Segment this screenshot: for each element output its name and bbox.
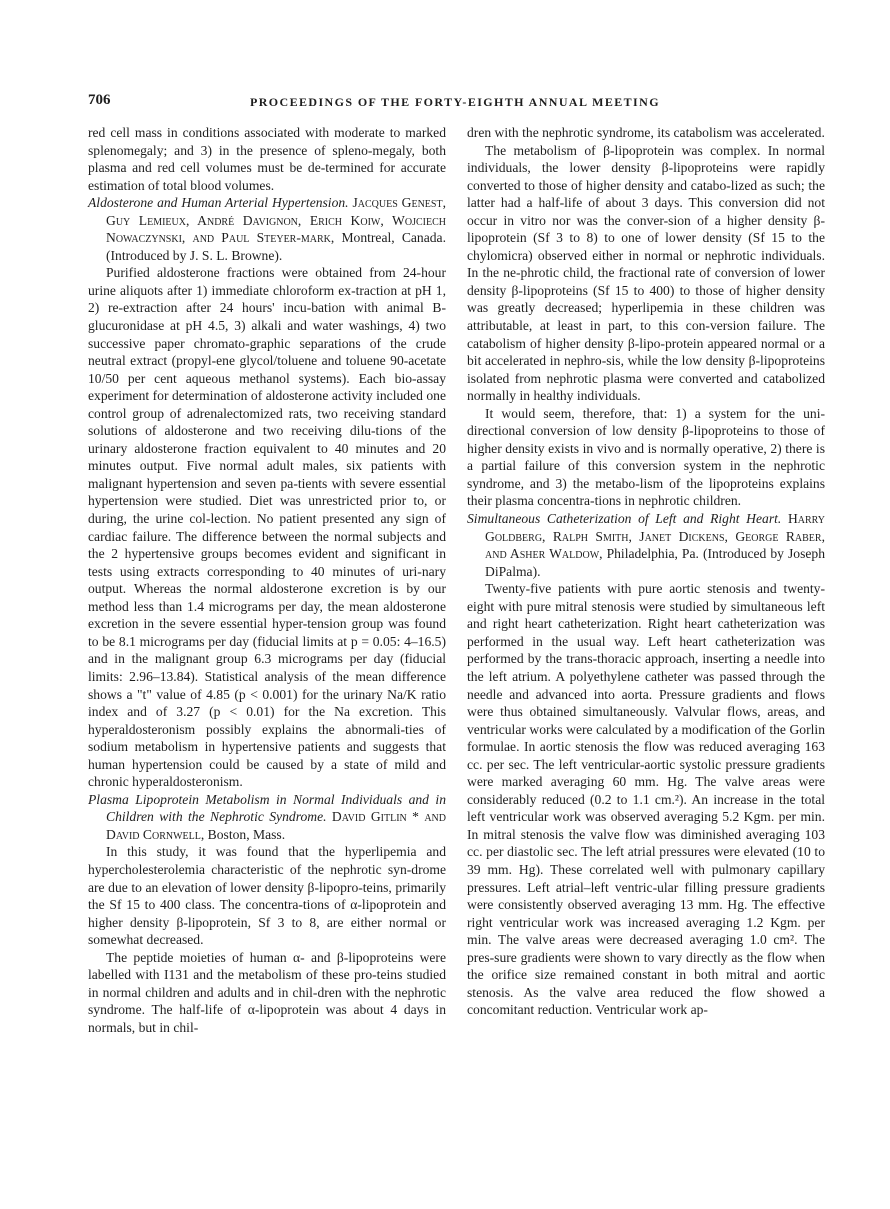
article-authors: Harry Goldberg, Ralph Smith, Janet Dickens, George Raber, and Asher Waldow, <box>485 511 825 562</box>
page-number: 706 <box>88 92 111 108</box>
article-authors: David Gitlin * and David Cornwell, <box>106 809 446 842</box>
article-heading-catheterization <box>467 510 825 580</box>
abstract-paragraph: The metabolism of β-lipoprotein was complex. In normal individuals, the lower density β-lipoproteins were rapidly converted to those of higher density and catabo-lized as such; the latter had a half-life of about 3 days. This conversion did not occur in vitro nor was the conver-sion of a higher density β-lipoprotein (Sf 3 to 8) to one of lower density (Sf 15 to the chylomicra) observed either in normal or nephrotic individuals. In the ne-phrotic child, the fractional rate of conversion of lower density β-lipoproteins (Sf 15 to 400) to those of higher density was greatly decreased; hyperlipemia in these children was attributable, at least in part, to this con-version failure. The catabolism of higher density β-lipo-protein appeared normal or a bit accelerated in nephro-sis, while the low density β-lipoproteins isolated from nephrotic plasma were converted and catabolized normally in healthy individuals. <box>467 142 825 404</box>
article-heading-aldosterone <box>88 194 446 264</box>
article-heading-lipoprotein <box>88 791 446 844</box>
running-head: PROCEEDINGS OF THE FORTY-EIGHTH ANNUAL MEETING <box>250 95 660 109</box>
abstract-paragraph: In this study, it was found that the hyperlipemia and hypercholesterolemia characteristic of the nephrotic syn-drome are due to an elevation of lower density β-lipopro-teins, primarily the Sf 15 to 400 class. The concentra-tions of α-lipoprotein and higher density β-lipoprotein, Sf 3 to 8, are either normal or somewhat decreased. <box>88 844 446 948</box>
continued-paragraph: dren with the nephrotic syndrome, its catabolism was accelerated. <box>467 125 825 140</box>
article-affiliation: Boston, Mass. <box>207 826 286 842</box>
abstract-paragraph: It would seem, therefore, that: 1) a system for the uni-directional conversion of low density β-lipoproteins to those of higher density exists in vivo and is normally operative, 2) there is a partial failure of this conversion system in the nephrotic syndrome, and 3) the metabo-lism of the lipoproteins explains their plasma concentra-tions in nephrotic children. <box>467 405 825 509</box>
article-title: Aldosterone and Human Arterial Hypertension. <box>88 195 349 211</box>
abstract-paragraph: Twenty-five patients with pure aortic stenosis and twenty-eight with pure mitral stenosis were studied by simultaneous left and right heart catheterization. Right heart catheterization was performed in the usual way. Left heart catheterization was performed by the trans-thoracic approach, inserting a needle into the left atrium. A polyethylene catheter was passed through the needle and advanced into aorta. Pressure gradients and flows were thus obtained simultaneously. Valvular flows, areas, and ventricular works were calculated by a modification of the Gorlin formulae. In aortic stenosis the flow was reduced averaging 163 cc. per sec. The left ventricular-aortic systolic pressure gradients were marked averaging 60 mm. Hg. The valve areas were considerably reduced (0.2 to 1.1 cm.²). An increase in the total left ventricular work was observed averaging 5.2 Kgm. per min. In mitral stenosis the valve flow was diminished averaging 103 cc. per diastolic sec. The left atrial pressures were elevated (10 to 39 mm. Hg). These correlated well with pulmonary capillary pressures. Left atrial–left ventric-ular filling pressure gradients were consistently observed averaging 13 mm. Hg. The effective right ventricular work was increased averaging 1.2 Kgm. per min. The valve areas were decreased averaging 1.0 cm². The pres-sure gradients were shown to vary directly as the flow when the orifice size remained constant in both mitral and aortic stenosis. As the valve area reduced the flow showed a concomitant reduction. Ventricular work ap- <box>467 581 825 1018</box>
left-column <box>88 124 446 1036</box>
article-title: Plasma Lipoprotein Metabolism in Normal Individuals and in Children with the Nephrotic Syndrome. <box>88 791 446 825</box>
article-affiliation: Montreal, Canada. (Introduced by J. S. L. Browne). <box>106 230 446 263</box>
article-affiliation: Philadelphia, Pa. (Introduced by Joseph DiPalma). <box>485 546 825 579</box>
continued-paragraph: red cell mass in conditions associated with moderate to marked splenomegaly; and 3) in the presence of spleno-megaly, both plasma and red cell volumes must be de-termined for accurate estimation of total blood volumes. <box>88 125 446 193</box>
article-authors: Jacques Genest, Guy Lemieux, André Davignon, Erich Koiw, Wojciech Nowaczynski, and Paul Steyer-mark, <box>106 195 446 246</box>
right-column <box>467 124 825 1019</box>
article-title: Simultaneous Catheterization of Left and Right Heart. <box>467 511 782 527</box>
abstract-paragraph: The peptide moieties of human α- and β-lipoproteins were labelled with I131 and the metabolism of these pro-teins studied in normal children and adults and in chil-dren with the nephrotic syndrome. The half-life of α-lipoprotein was about 4 days in normals, but in chil- <box>88 949 446 1035</box>
abstract-paragraph: Purified aldosterone fractions were obtained from 24-hour urine aliquots after 1) immediate chloroform ex-traction at pH 1, 2) re-extraction after 24 hours' incu-bation with animal B-glucuronidase at pH 4.5, 3) alkali and water washings, 4) two successive paper chromato-graphic separations of the crude neutral extract (propyl-ene glycol/toluene and toluene 90-acetate 10/50 per cent aqueous methanol systems). Each bio-assay experiment for determination of aldosterone activity included one control group of adrenalectomized rats, two receiving standard solutions of aldosterone and two receiving dilu-tions of the urinary aldosterone fraction equivalent to 40 minutes and 20 minutes output. Five normal adult males, six patients with malignant hypertension and seven pa-tients with severe essential hypertension were studied. Diet was unrestricted prior to, or during, the urine col-lection. No patient presented any sign of cardiac failure. The difference between the normal subjects and the 2 hypertensive groups becomes evident and significant in tests using extracts corresponding to 40 minutes of uri-nary output. Whereas the normal aldosterone excretion is by our method less than 1.4 micrograms per day, the mean aldosterone excretion in the severe essential hyper-tension group was found to be 8.1 micrograms per day (fiducial limits at p = 0.05: 4–16.5) and in the malignant group 6.3 micrograms per day (fiducial limits: 2.96–13.84). Statistical analysis of the mean difference shows a "t" value of 4.85 (p < 0.001) for the urinary Na/K ratio index and of 3.27 (p < 0.01) for the Na excretion. This hyperaldosteronism possibly explains the abnormali-ties of sodium metabolism in hypertensive patients and suggests that human hypertension could be caused by a state of mild and chronic hyperaldosteronism. <box>88 265 446 790</box>
